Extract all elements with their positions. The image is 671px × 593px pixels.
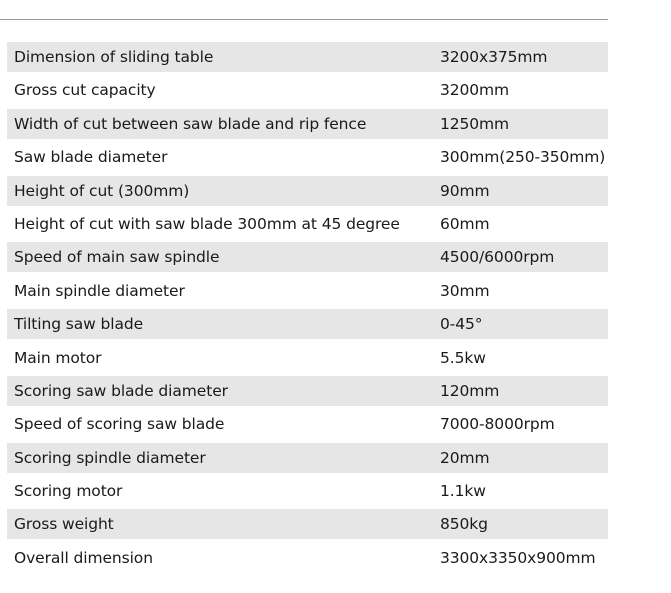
spec-value: 300mm(250-350mm) bbox=[440, 148, 606, 167]
spec-value: 4500/6000rpm bbox=[440, 248, 555, 267]
spec-value: 3200x375mm bbox=[440, 48, 548, 66]
spec-label: Gross weight bbox=[14, 515, 114, 534]
spec-label: Speed of scoring saw blade bbox=[14, 415, 225, 434]
spec-value: 20mm bbox=[440, 448, 490, 467]
spec-row-gross-weight bbox=[7, 509, 608, 539]
spec-value: 60mm bbox=[440, 214, 490, 233]
spec-row-scoring-motor bbox=[7, 476, 608, 506]
spec-value: 0-45° bbox=[440, 315, 483, 334]
spec-label: Width of cut between saw blade and rip fence bbox=[14, 114, 367, 133]
spec-label: Height of cut (300mm) bbox=[14, 181, 190, 200]
spec-label: Scoring motor bbox=[14, 482, 123, 501]
spec-row-scoring-blade-speed bbox=[7, 409, 608, 439]
spec-value: 90mm bbox=[440, 181, 490, 200]
spec-row-height-of-cut-45-degree bbox=[7, 209, 608, 239]
spec-label: Height of cut with saw blade 300mm at 45 degree bbox=[14, 214, 400, 233]
spec-row-scoring-spindle-diameter bbox=[7, 443, 608, 473]
spec-value: 30mm bbox=[440, 281, 490, 300]
spec-row-sliding-table-dimension bbox=[7, 42, 608, 72]
spec-label: Main motor bbox=[14, 348, 102, 367]
spec-label: Scoring saw blade diameter bbox=[14, 381, 228, 400]
spec-label: Scoring spindle diameter bbox=[14, 448, 206, 467]
spec-label: Dimension of sliding table bbox=[14, 48, 214, 66]
spec-value: 5.5kw bbox=[440, 348, 486, 367]
spec-row-overall-dimension bbox=[7, 543, 608, 573]
spec-value: 3200mm bbox=[440, 81, 510, 100]
spec-value: 120mm bbox=[440, 381, 500, 400]
spec-label: Gross cut capacity bbox=[14, 81, 156, 100]
spec-label: Speed of main saw spindle bbox=[14, 248, 220, 267]
spec-row-scoring-blade-diameter bbox=[7, 376, 608, 406]
spec-row-width-of-cut bbox=[7, 109, 608, 139]
spec-label: Overall dimension bbox=[14, 548, 153, 567]
spec-row-tilting-saw-blade bbox=[7, 309, 608, 339]
top-divider bbox=[0, 19, 608, 20]
spec-label: Saw blade diameter bbox=[14, 148, 168, 167]
spec-row-saw-blade-diameter bbox=[7, 142, 608, 172]
spec-label: Tilting saw blade bbox=[14, 315, 144, 334]
spec-value: 3300x3350x900mm bbox=[440, 548, 596, 567]
spec-value: 850kg bbox=[440, 515, 488, 534]
spec-value: 1250mm bbox=[440, 114, 510, 133]
spec-row-main-spindle-diameter bbox=[7, 276, 608, 306]
spec-row-main-spindle-speed bbox=[7, 242, 608, 272]
spec-row-main-motor bbox=[7, 343, 608, 373]
spec-value: 1.1kw bbox=[440, 482, 486, 501]
spec-value: 7000-8000rpm bbox=[440, 415, 555, 434]
spec-row-height-of-cut bbox=[7, 176, 608, 206]
spec-row-gross-cut-capacity bbox=[7, 75, 608, 105]
spec-table bbox=[7, 42, 608, 576]
spec-label: Main spindle diameter bbox=[14, 281, 185, 300]
